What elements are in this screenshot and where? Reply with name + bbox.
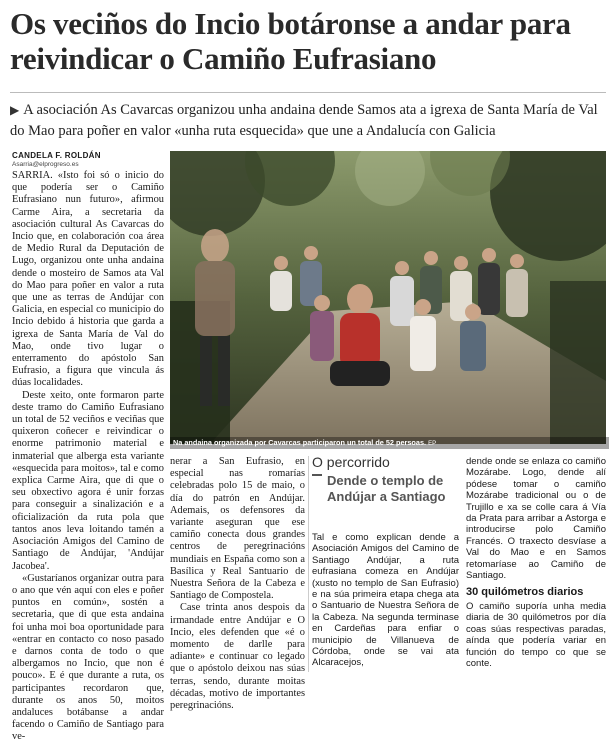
caption-text: Na andaina organizada por Cavarcas participaron un total de 52 persoas. — [173, 438, 427, 447]
article-column-2 — [170, 456, 305, 712]
sidebar-subheading: 30 quilómetros diarios — [466, 586, 584, 599]
sidebar-title: O percorrido — [312, 454, 390, 470]
photo-credit: EP — [428, 441, 437, 447]
sidebar-column-2 — [466, 456, 606, 669]
paragraph: «Gustaríanos organizar outra para o ano que vén aquí con eles e poñer puntos en común», sostén a secretaria, que di que esta andaina foi unha moi boa oportunidade para «entrar en contacto co noso pasado e darnos conta de todo o que albergamos no Incio, que non é pouco». E é que durante a ruta, os participantes recordaron que, durante os anos 50, moitos andaluces botábanse a andar facendo o Camiño de Santiago para ve- — [12, 572, 164, 743]
header-divider — [10, 92, 606, 93]
sidebar-subtitle: Dende o templo de Andújar a Santiago — [327, 473, 446, 504]
photo-illustration — [170, 151, 606, 444]
column-divider — [308, 456, 309, 672]
article-column-1 — [12, 170, 164, 744]
sidebar-title-rule — [312, 474, 322, 476]
sidebar-column-1 — [312, 532, 459, 669]
subheadline-text: A asociación As Cavarcas organizou unha andaina dende Samos ata a igrexa de Santa María de Val do Mao para poñer en valor «unha ruta esquecida» que une a Andalucía con Galicia — [10, 102, 598, 139]
headline: Os veciños do Incio botáronse a andar para reivindicar o Camiño Eufrasiano — [10, 6, 571, 76]
group-photo — [170, 151, 606, 444]
paragraph: O camiño suporía unha media diaria de 30 quilómetros por día coas súas respectivas paradas, aínda que podería variar en función do tempo co que se conte. — [466, 600, 606, 669]
paragraph: SARRIA. «Isto foi só o inicio do que podería ser o Camiño Eufrasiano nun futuro», afirmou Carme Aira, a secretaria da asociación cultural As Cavarcas do Incio que, en colaboración coa área de Medio Rural da Deputación de Lugo, organizou onte unha andaina dende o mosteiro de Samos ata Val do Mao para poñer en valor a ruta que une as terras de Andújar con Galicia, en especial co municipio do Incio debido á historia que garda a igrexa de Santa María de Val do Mao, onde tivo lugar o enterramento do apóstolo San Eufrasio, a figura que vincula ás dúas localidades. — [12, 170, 164, 389]
paragraph: nerar a San Eufrasio, en especial nas romarías celebradas polo 15 de maio, o día do patrón en Andújar. Ademais, os defensores da variante aseguran que ese camiño conecta dous grandes centros de peregrinacións mundiais en España como son a Basílica y Real Santuario de Nuestra Señora de la Cabeza e Santiago de Compostela. — [170, 456, 305, 602]
author-email: Asarria@elprogreso.es — [12, 161, 79, 168]
photo-caption — [170, 437, 609, 449]
paragraph: Case trinta anos despois da irmandade entre Andújar e O Incio, eles defenden que «é o momento de darlle para adiante» e continuar co legado que o apóstolo deixou nas súas terras, sendo, durante moitas décadas, motivo de importantes peregrinacións. — [170, 602, 305, 712]
paragraph: Tal e como explican dende a Asociación Amigos del Camino de Santiago Andújar, a ruta eufrasiana comeza en Andújar (xusto no templo de San Eufrasio) e na súa primeira etapa chega ata o Santuario de Nuestra Señora de la Cabeza. Na segunda terminase en Cardeñas para enfiar o municipio de Villanueva de Córdoba, onde se vai ata Alcaracejos, — [312, 532, 459, 669]
subheadline — [10, 100, 606, 142]
arrow-icon: ▶ — [10, 103, 20, 117]
paragraph: Deste xeito, onte formaron parte deste tramo do Camiño Eufrasiano un total de 52 veciños e veciñas que quixeron coñecer e reivindicar o enorme patrimonio material e inmaterial que alberga esta variante «esquecida para moitos», tal e como explica Carme Aira, que di que o seu obxectivo agora é unir forzas para conseguir a sinalización e a oficialización da ruta pola que tantos anos leva loitando tamén a Asociación Amigos del Camino de Santiago de Andújar, 'Andújar Jacobea'. — [12, 389, 164, 572]
paragraph: dende onde se enlaza co camiño Mozárabe. Logo, dende alí pódese tomar o camiño Mozárabe tradicional ou o de Trujillo e xa se colle cara á Vía da Prata para arribar a Astorga e introducirse polo Camiño Francés. O traxecto desvíase a Val do Mao e en Samos retomaríase ao Camiño de Santiago. — [466, 456, 606, 582]
byline: CANDELA F. ROLDÁN — [12, 151, 101, 160]
